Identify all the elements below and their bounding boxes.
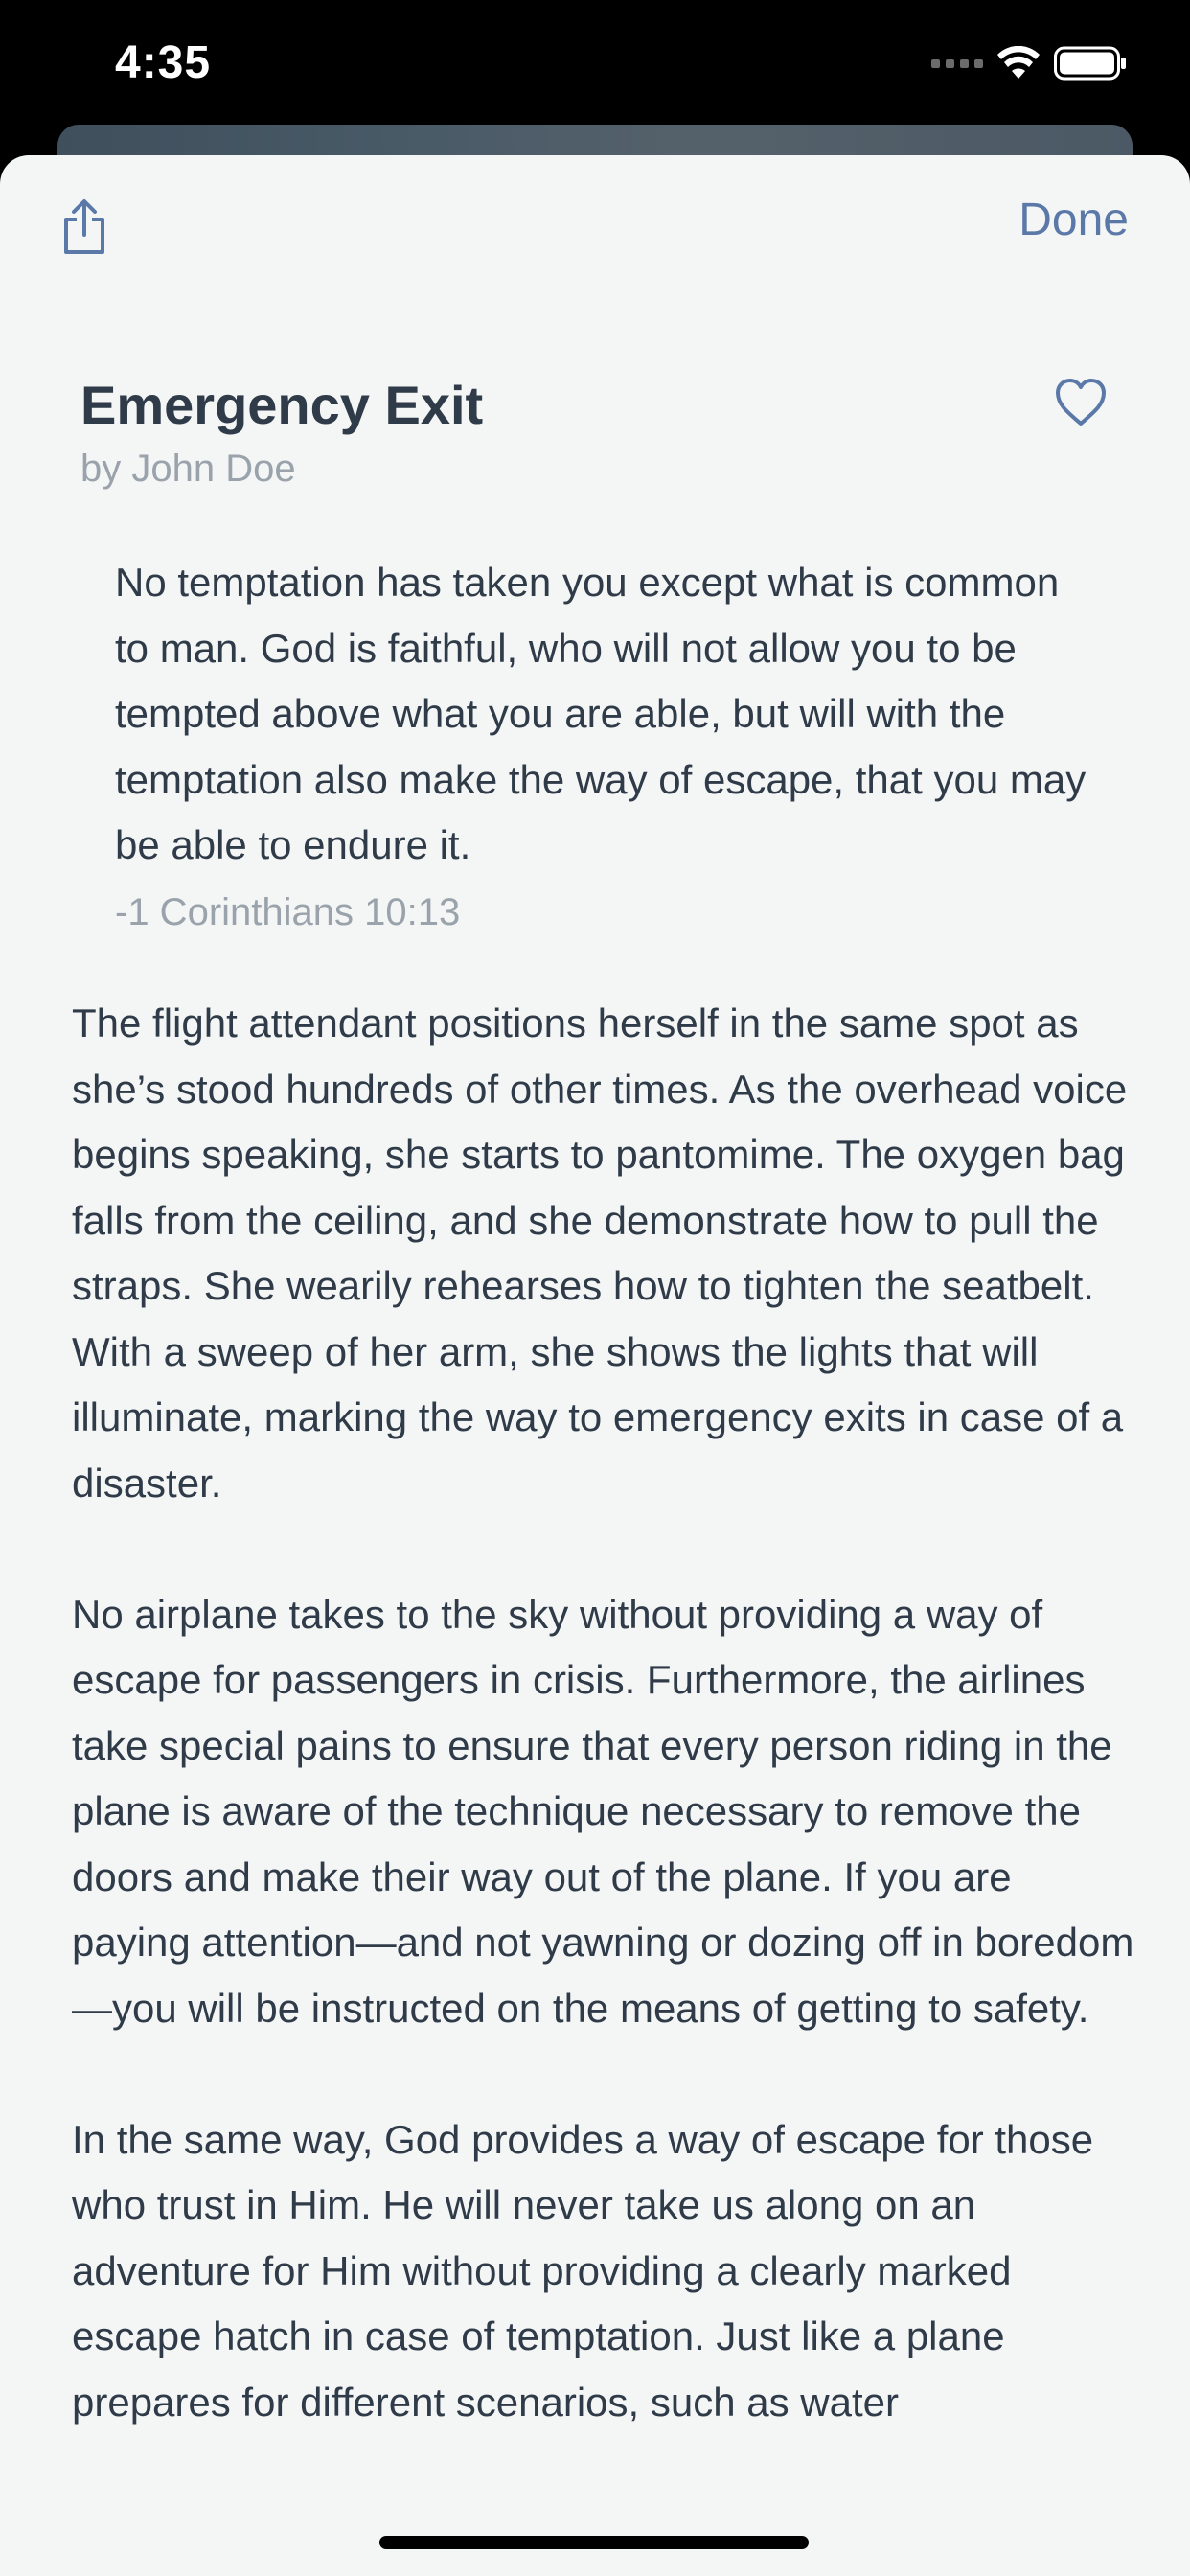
body-paragraph: In the same way, God provides a way of escape for those who trust in Him. He will never take us along on an adventure for Him without providing a clearly marked escape hatch in case of temptation. Just like a plane prepares for different scenarios, such as water xyxy=(72,2116,1094,2425)
devotional-title: Emergency Exit xyxy=(80,375,484,435)
status-icons xyxy=(931,42,1127,84)
status-time: 4:35 xyxy=(115,37,212,88)
devotional-sheet xyxy=(0,155,1190,2576)
body-paragraph: The flight attendant positions herself in the same spot as she’s stood hundreds of other times. As the overhead voice begins speaking, she starts to pantomime. The oxygen bag falls from the ceiling, and she demonstrate how to pull the straps. She wearily rehearses how to tighten the seatbelt. With a sweep of her arm, she shows the lights that will illuminate, marking the way to emergency exits in case of a disaster. xyxy=(72,1000,1128,1506)
share-icon xyxy=(61,198,107,256)
scripture-reference: -1 Corinthians 10:13 xyxy=(115,891,461,933)
wifi-icon xyxy=(996,46,1041,80)
battery-icon xyxy=(1054,46,1127,80)
body-paragraph: No airplane takes to the sky without providing a way of escape for passengers in crisis. Furthermore, the airlines take special pains to ensure that every person riding in the plane is aware of the technique necessary to remove the doors and make their way out of the plane. If you are paying attention—and not yawning or dozing off in boredom—you will be instructed on the means of getting to safety. xyxy=(72,1591,1134,2031)
share-button[interactable] xyxy=(54,194,115,261)
favorite-button[interactable] xyxy=(1052,374,1110,431)
devotional-author: by John Doe xyxy=(80,448,296,490)
done-button[interactable]: Done xyxy=(1018,195,1129,245)
status-bar xyxy=(0,0,1190,144)
devotional-body xyxy=(72,991,1135,2501)
scripture-verse: No temptation has taken you except what is common to man. God is faithful, who will not allow you to be tempted above what you are able, but will with the temptation also make the way of escape, that you may be able to endure it. xyxy=(115,560,1087,867)
cellular-signal-icon xyxy=(931,59,983,68)
home-indicator[interactable] xyxy=(379,2536,809,2549)
heart-icon xyxy=(1054,378,1108,427)
